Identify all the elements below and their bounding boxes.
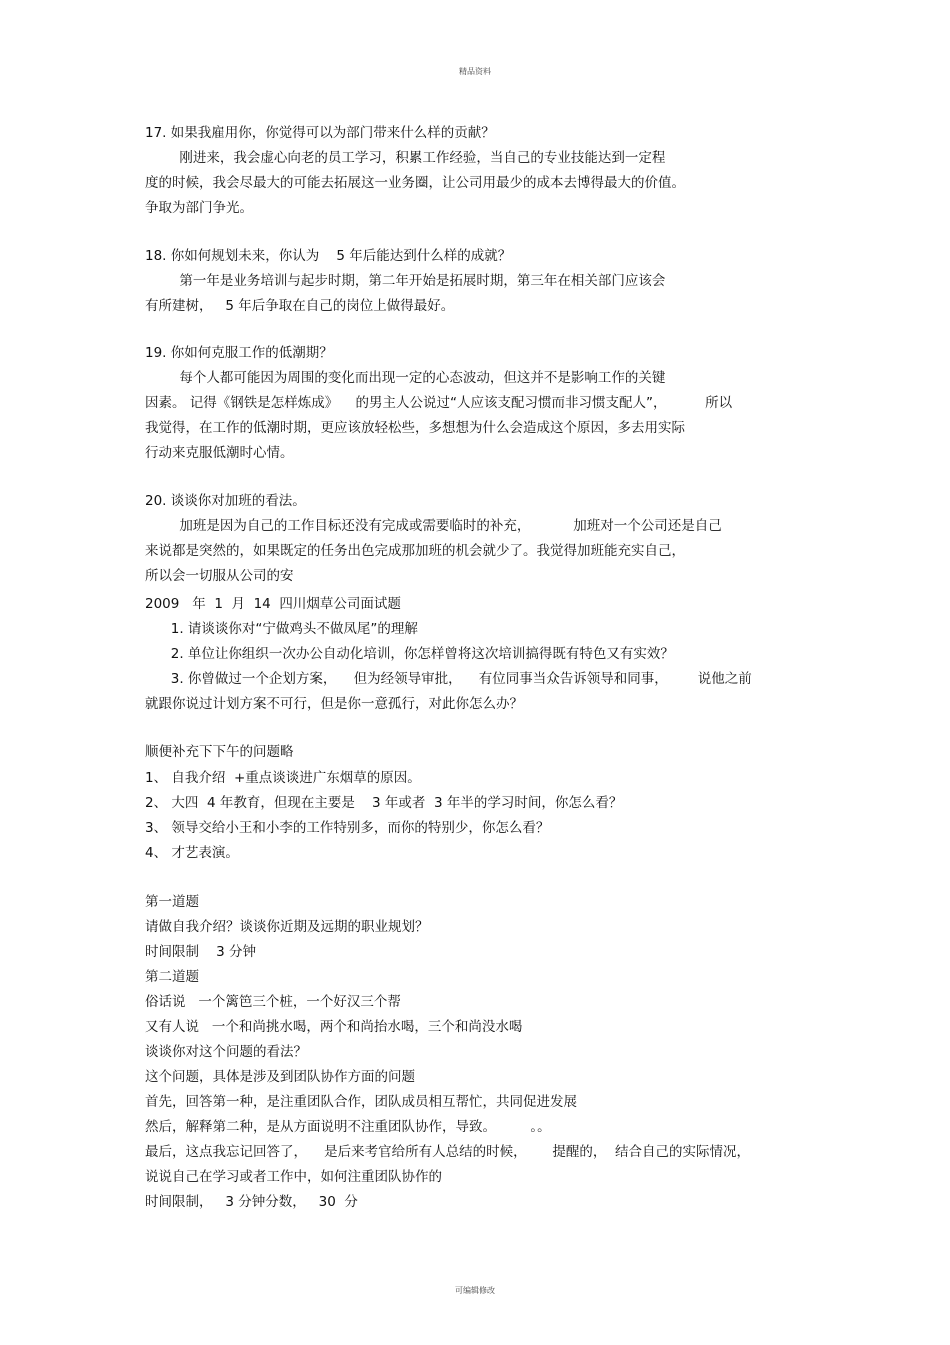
q17-answer-line: 度的时候，我会尽最大的可能去拓展这一业务圈，让公司用最少的成本去博得最大的价值。 [145, 175, 685, 191]
first-question-heading: 第一道题 [145, 894, 199, 910]
q19-answer-line: 行动来克服低潮时心情。 [145, 445, 294, 461]
q17-answer-line: 争取为部门争光。 [145, 200, 253, 216]
second-question-line: 最后，这点我忘记回答了， 是后来考官给所有人总结的时候， 提醒的， 结合自己的实际情况， [145, 1144, 750, 1160]
q19-answer-line: 因素。 记得《钢铁是怎样炼成》 的男主人公说过“人应该支配习惯而非习惯支配人”， 所以 [145, 395, 733, 411]
second-question-line: 然后，解释第二种，是从方面说明不注重团队协作，导致。 。。 [145, 1119, 551, 1135]
second-question-line: 谈谈你对这个问题的看法？ [145, 1044, 307, 1060]
q19-title: 19. 你如何克服工作的低潮期？ [145, 345, 333, 361]
first-question-text: 请做自我介绍？谈谈你近期及远期的职业规划？ [145, 919, 429, 935]
q18-answer-line: 有所建树， 5 年后争取在自己的岗位上做得最好。 [145, 298, 455, 314]
page-footer: 可编辑修改 [455, 1286, 495, 1295]
afternoon-item: 3、 领导交给小王和小李的工作特别多，而你的特别少，你怎么看？ [145, 820, 550, 836]
interview-question: 1. 请谈谈你对“宁做鸡头不做凤尾”的理解 [145, 621, 418, 637]
afternoon-item: 2、 大四 4 年教育，但现在主要是 3 年或者 3 年半的学习时间，你怎么看？ [145, 795, 623, 811]
second-question-line: 首先，回答第一种，是注重团队合作，团队成员相互帮忙，共同促进发展 [145, 1094, 577, 1110]
interview-question: 2. 单位让你组织一次办公自动化培训，你怎样曾将这次培训搞得既有特色又有实效？ [145, 646, 674, 662]
q18-title: 18. 你如何规划未来，你认为 5 年后能达到什么样的成就？ [145, 248, 512, 264]
afternoon-item: 4、 才艺表演。 [145, 845, 239, 861]
q20-title: 20. 谈谈你对加班的看法。 [145, 493, 306, 509]
q20-answer-line: 所以会一切服从公司的安 [145, 568, 294, 584]
afternoon-item: 1、 自我介绍 +重点谈谈进广东烟草的原因。 [145, 770, 421, 786]
second-question-line: 说说自己在学习或者工作中，如何注重团队协作的 [145, 1169, 442, 1185]
q17-title: 17. 如果我雇用你，你觉得可以为部门带来什么样的贡献？ [145, 125, 495, 141]
page-header: 精品资料 [459, 67, 491, 76]
q19-answer-line: 我觉得，在工作的低潮时期，更应该放轻松些，多想想为什么会造成这个原因，多去用实际 [145, 420, 685, 436]
interview-question: 3. 你曾做过一个企划方案， 但为经领导审批， 有位同事当众告诉领导和同事， 说他之前 [145, 671, 752, 687]
second-question-heading: 第二道题 [145, 969, 199, 985]
q19-answer-line: 每个人都可能因为周围的变化而出现一定的心态波动，但这并不是影响工作的关键 [145, 370, 666, 386]
q17-answer-line: 刚进来，我会虚心向老的员工学习，积累工作经验，当自己的专业技能达到一定程 [145, 150, 666, 166]
afternoon-heading: 顺便补充下下午的问题略 [145, 744, 294, 760]
interview-question: 就跟你说过计划方案不可行，但是你一意孤行，对此你怎么办？ [145, 696, 523, 712]
second-question-line: 俗话说 一个篱笆三个桩，一个好汉三个帮 [145, 994, 401, 1010]
second-question-line: 这个问题，具体是涉及到团队协作方面的问题 [145, 1069, 415, 1085]
q20-answer-line: 来说都是突然的，如果既定的任务出色完成那加班的机会就少了。我觉得加班能充实自己， [145, 543, 685, 559]
first-question-time: 时间限制 3 分钟 [145, 944, 257, 960]
section-heading-2009: 2009 年 1 月 14 四川烟草公司面试题 [145, 596, 401, 612]
q18-answer-line: 第一年是业务培训与起步时期，第二年开始是拓展时期，第三年在相关部门应该会 [145, 273, 666, 289]
q20-answer-line: 加班是因为自己的工作目标还没有完成或需要临时的补充， 加班对一个公司还是自己 [145, 518, 722, 534]
second-question-line: 又有人说 一个和尚挑水喝，两个和尚抬水喝，三个和尚没水喝 [145, 1019, 523, 1035]
second-question-time: 时间限制， 3 分钟分数， 30 分 [145, 1194, 358, 1210]
